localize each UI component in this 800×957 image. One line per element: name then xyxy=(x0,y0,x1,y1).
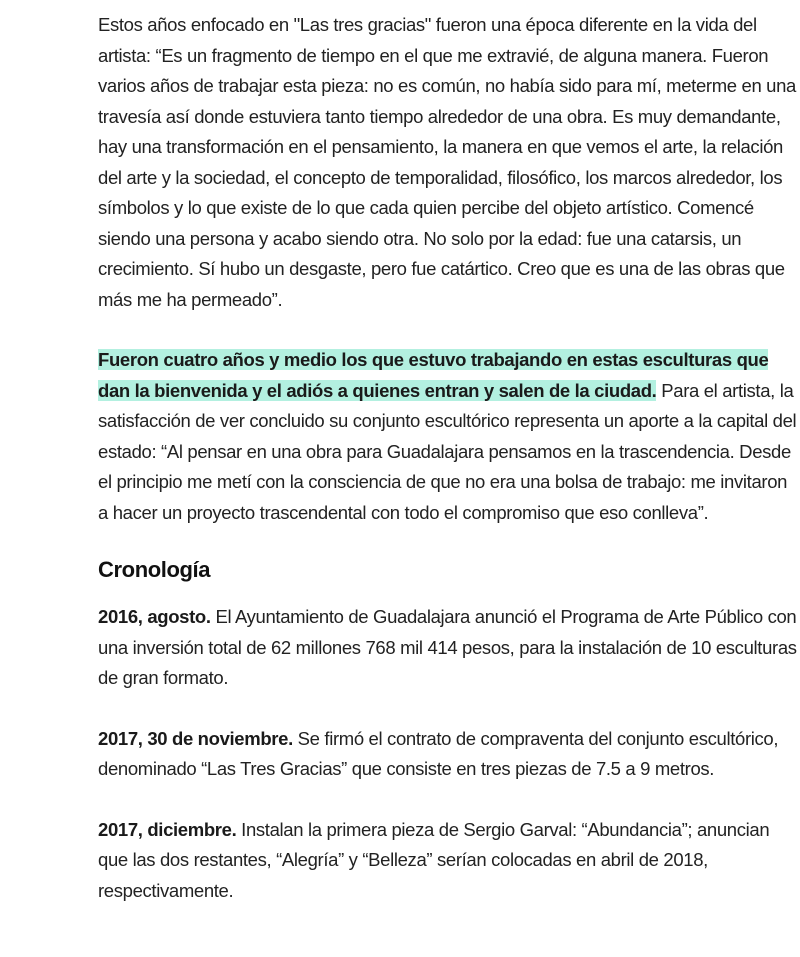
article-body xyxy=(98,10,798,936)
quote-paragraph: Estos años enfocado en "Las tres gracias" fueron una época diferente en la vida del artista: “Es un fragmento de tiempo en el que me extravié, de alguna manera. Fueron varios años de trabajar esta pieza: no es común, no había sido para mí, meterme en una travesía así donde estuviera tanto tiempo alrededor de una obra. Es muy demandante, hay una transformación en el pensamiento, la manera en que vemos el arte, la relación del arte y la sociedad, el concepto de temporalidad, filosófico, los marcos alrededor, los símbolos y lo que existe de lo que cada quien percibe del objeto artístico. Comencé siendo una persona y acabo siendo otra. No solo por la edad: fue una catarsis, un crecimiento. Sí hubo un desgaste, pero fue catártico. Creo que es una de las obras que más me ha permeado”. xyxy=(98,14,796,310)
timeline-date: 2017, diciembre. xyxy=(98,818,237,840)
timeline-entry xyxy=(98,815,798,907)
timeline-entry xyxy=(98,724,798,785)
timeline-text: Instalan la primera pieza de Sergio Garval: “Abundancia”; anuncian que las dos restantes, “Alegría” y “Belleza” serían colocadas en abril de 2018, respectivamente. xyxy=(98,818,770,901)
timeline-entry xyxy=(98,602,798,694)
timeline-text: Se firmó el contrato de compraventa del conjunto escultórico, denominado “Las Tres Gracias” que consiste en tres piezas de 7.5 a 9 metros. xyxy=(98,727,779,779)
timeline-date: 2017, 30 de noviembre. xyxy=(98,727,293,749)
timeline-text: El Ayuntamiento de Guadalajara anunció el Programa de Arte Público con una inversión total de 62 millones 768 mil 414 pesos, para la instalación de 10 esculturas de gran formato. xyxy=(98,606,797,688)
highlighted-text: Fueron cuatro años y medio los que estuvo trabajando en estas esculturas que dan la bienvenida y el adiós a quienes entran y salen de la ciudad. xyxy=(98,349,769,401)
highlight-paragraph xyxy=(98,345,798,528)
timeline-date: 2016, agosto. xyxy=(98,606,211,627)
section-heading-cronologia: Cronología xyxy=(98,557,211,582)
paragraph-text: Para el artista, la satisfacción de ver concluido su conjunto escultórico representa un aporte a la capital del estado: “Al pensar en una obra para Guadalajara pensamos en la trascendencia. Desde el principio me metí con la consciencia de que no era una bolsa de trabajo: me invitaron a hacer un proyecto trascendental con todo el compromiso que eso conlleva”. xyxy=(98,379,797,523)
